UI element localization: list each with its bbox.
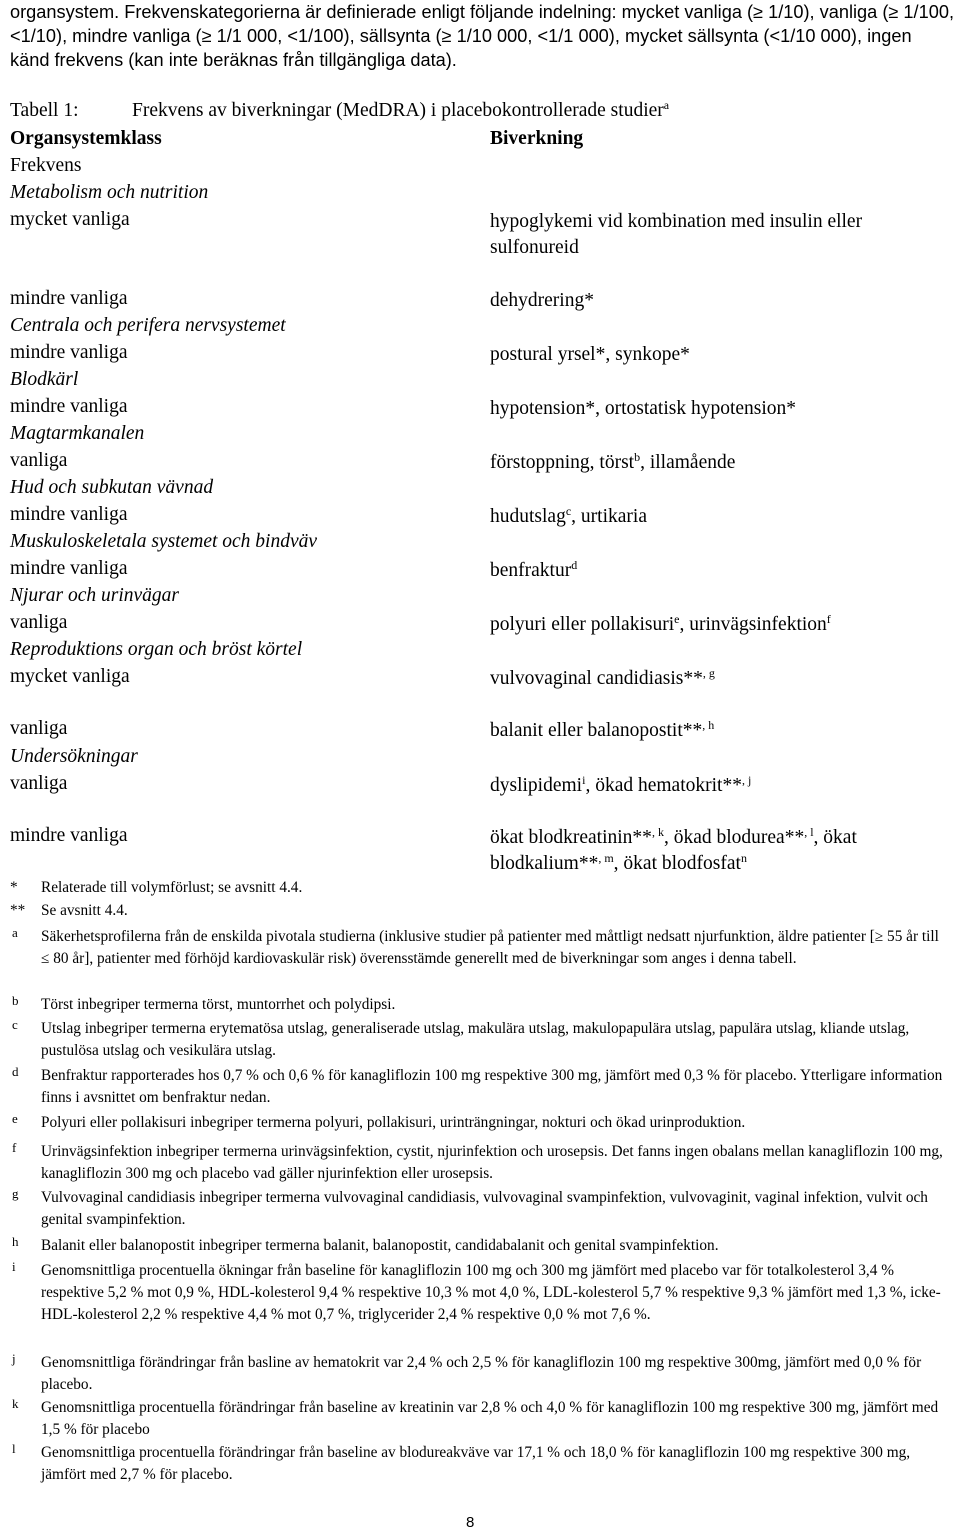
footnote-text: Genomsnittliga förändringar från basline av hematokrit var 2,4 % och 2,5 % för kanagliflozin 100 mg respektive 300mg, jämfört med 0,0 % för placebo. bbox=[41, 1354, 922, 1393]
intro-paragraph bbox=[10, 0, 955, 72]
reaction-text: , ökat blodfosfat bbox=[613, 853, 741, 874]
footnote-text: Relaterade till volymförlust; se avsnitt 4.4. bbox=[41, 879, 303, 896]
reaction-text: hudutslag bbox=[490, 506, 566, 527]
table-caption-text: Frekvens av biverkningar (MedDRA) i placebokontrollerade studier bbox=[132, 100, 664, 121]
reaction-text: benfraktur bbox=[490, 560, 572, 581]
footnote-marker: g bbox=[12, 1186, 19, 1201]
footnote-marker: ** bbox=[10, 902, 26, 919]
footnote-text: Polyuri eller pollakisuri inbegriper termerna polyuri, pollakisuri, urinträngningar, nokturi och ökad urinproduktion. bbox=[41, 1114, 746, 1131]
frequency-label: vanliga bbox=[10, 773, 68, 794]
organ-class-label: Reproduktions organ och bröst körtel bbox=[10, 639, 303, 660]
footnote-ref: i bbox=[582, 773, 586, 787]
footnote-marker: k bbox=[12, 1396, 19, 1411]
frequency-label: mindre vanliga bbox=[10, 288, 128, 309]
organ-class-label: Njurar och urinvägar bbox=[10, 585, 180, 606]
footnote-ref: , h bbox=[702, 718, 715, 732]
organ-class-label: Magtarmkanalen bbox=[10, 423, 145, 444]
footnote-marker: * bbox=[10, 879, 18, 896]
reaction-cell bbox=[490, 342, 950, 368]
footnote-marker: c bbox=[12, 1017, 18, 1032]
reaction-cell bbox=[490, 450, 950, 476]
reaction-text: , ökad blodurea** bbox=[663, 827, 805, 848]
reaction-cell bbox=[490, 396, 950, 422]
frequency-label: mindre vanliga bbox=[10, 504, 128, 525]
frequency-label: vanliga bbox=[10, 718, 68, 739]
reaction-text: vulvovaginal candidiasis** bbox=[490, 668, 703, 689]
reaction-cell bbox=[490, 558, 950, 584]
column-header-reaction: Biverkning bbox=[490, 128, 584, 149]
footnote-ref: , g bbox=[702, 666, 715, 680]
frequency-label: mycket vanliga bbox=[10, 209, 130, 230]
frequency-label: mindre vanliga bbox=[10, 342, 128, 363]
footnote-marker: b bbox=[12, 993, 19, 1008]
footnote-text: Genomsnittliga procentuella ökningar från baseline för kanagliflozin 100 mg och 300 mg jämfört med placebo var för totalkolesterol 3,4 % respektive 5,2 % mot 0,9 %, HDL-kolesterol 9,4 % respektive 10,3 % mot 4,0 %, LDL-kolesterol 5,7 % respektive 9,3 % jämfört med 1,3 %, icke-HDL-kolesterol 2,2 % respektive 4,4 % mot 0,7 %, triglycerider 2,4 % respektive 0,0 % mot 7,6 %. bbox=[41, 1262, 941, 1323]
footnote-marker: i bbox=[12, 1259, 16, 1274]
reaction-text: balanit eller balanopostit** bbox=[490, 720, 703, 741]
footnote-text: Balanit eller balanopostit inbegriper termerna balanit, balanopostit, candidabalanit och genital svampinfektion. bbox=[41, 1237, 719, 1254]
footnote-marker: e bbox=[12, 1111, 18, 1126]
organ-class-label: Hud och subkutan vävnad bbox=[10, 477, 214, 498]
table-caption-footnote-ref: a bbox=[663, 98, 670, 112]
reaction-cell bbox=[490, 612, 950, 638]
footnote-text: Urinvägsinfektion inbegriper termerna urinvägsinfektion, cystit, njurinfektion och urosepsis. Det fanns ingen obalans mellan kanagliflozin 100 mg, kanagliflozin 300 mg och placebo vad gäller njurinfektion eller urosepsis. bbox=[41, 1143, 943, 1182]
reaction-cell bbox=[490, 825, 950, 877]
frequency-label: vanliga bbox=[10, 612, 68, 633]
reaction-text: , urinvägsinfektion bbox=[679, 614, 827, 635]
footnote-text: Se avsnitt 4.4. bbox=[41, 902, 128, 919]
page-number: 8 bbox=[466, 1514, 475, 1531]
footnote-marker: a bbox=[12, 925, 18, 940]
footnote-marker: j bbox=[12, 1351, 16, 1366]
footnote-ref: , k bbox=[651, 825, 664, 839]
organ-class-label: Centrala och perifera nervsystemet bbox=[10, 315, 286, 336]
frequency-label: mycket vanliga bbox=[10, 666, 130, 687]
reaction-cell bbox=[490, 666, 950, 692]
footnote-ref: c bbox=[565, 504, 572, 518]
reaction-text: postural yrsel*, synkope* bbox=[490, 344, 690, 365]
reaction-text: hypotension*, ortostatisk hypotension* bbox=[490, 398, 797, 419]
reaction-text: , ökat blodkalium** bbox=[490, 827, 857, 874]
footnote-ref: , l bbox=[804, 825, 814, 839]
footnote-text: Utslag inbegriper termerna erytematösa utslag, generaliserade utslag, makulära utslag, makulopapulära utslag, papulära utslag, kliande utslag, pustulösa utslag och vesikulära utslag. bbox=[41, 1020, 910, 1059]
frequency-label: mindre vanliga bbox=[10, 825, 128, 846]
organ-class-label: Muskuloskeletala systemet och bindväv bbox=[10, 531, 318, 552]
footnote-text: Säkerhetsprofilerna från de enskilda pivotala studierna (inklusive studier på patienter med måttligt nedsatt njurfunktion, äldre patienter [≥ 55 år till ≤ 80 år], patienter med förhöjd kardiovaskulär risk) överensstämde generellt med de biverkningar som anges i denna tabell. bbox=[41, 928, 939, 967]
footnote-ref: e bbox=[674, 612, 680, 626]
reaction-cell bbox=[490, 209, 950, 261]
footnote-text: Genomsnittliga procentuella förändringar från baseline av kreatinin var 2,8 % och 4,0 % för kanagliflozin 100 mg respektive 300 mg, jämfört med 1,5 % för placebo bbox=[41, 1399, 939, 1438]
footnote-marker: f bbox=[12, 1140, 17, 1155]
reaction-text: förstoppning, törst bbox=[490, 452, 635, 473]
organ-class-label: Blodkärl bbox=[10, 369, 79, 390]
intro-text: organsystem. Frekvenskategorierna är definierade enligt följande indelning: mycket vanliga (≥ 1/10), vanliga (≥ 1/100, <1/10), mindre vanliga (≥ 1/1 000, <1/100), sällsynta (≥ 1/10 000, <1/1 000), mycket sällsynta (<1/10 000), ingen känd frekvens (kan inte beräknas från tillgängliga data). bbox=[10, 2, 955, 70]
column-header-organ-class: Organsystemklass bbox=[10, 128, 162, 149]
footnote-text: Törst inbegriper termerna törst, muntorrhet och polydipsi. bbox=[41, 996, 396, 1013]
footnote-ref: n bbox=[740, 851, 747, 865]
organ-class-label: Undersökningar bbox=[10, 746, 138, 767]
footnote-marker: l bbox=[12, 1441, 16, 1456]
footnote-ref: f bbox=[826, 612, 831, 626]
footnote-ref: d bbox=[571, 558, 578, 572]
footnote-text: Genomsnittliga procentuella förändringar från baseline av blodureakväve var 17,1 % och 18,0 % för kanagliflozin 100 mg respektive 300 mg, jämfört med 2,7 % för placebo. bbox=[41, 1444, 911, 1483]
frequency-label: mindre vanliga bbox=[10, 396, 128, 417]
reaction-cell bbox=[490, 288, 950, 314]
footnote-marker: d bbox=[12, 1064, 19, 1079]
footnote-ref: , j bbox=[741, 773, 752, 787]
table-caption-number: Tabell 1: bbox=[10, 100, 79, 121]
reaction-cell bbox=[490, 718, 950, 744]
reaction-text: dehydrering* bbox=[490, 290, 594, 311]
reaction-text: , ökad hematokrit** bbox=[585, 775, 742, 796]
reaction-text: polyuri eller pollakisuri bbox=[490, 614, 675, 635]
footnote-ref: b bbox=[634, 450, 641, 464]
reaction-cell bbox=[490, 504, 950, 530]
footnote-ref: , m bbox=[598, 851, 614, 865]
footnote-marker: h bbox=[12, 1234, 19, 1249]
reaction-text: , illamående bbox=[640, 452, 736, 473]
reaction-cell bbox=[490, 773, 950, 799]
reaction-text: hypoglykemi vid kombination med insulin eller sulfonureid bbox=[490, 211, 863, 258]
organ-class-label: Metabolism och nutrition bbox=[10, 182, 209, 203]
footnote-text: Benfraktur rapporterades hos 0,7 % och 0,6 % för kanagliflozin 100 mg respektive 300 mg, jämfört med 0,3 % för placebo. Ytterligare information finns i avsnittet om benfraktur nedan. bbox=[41, 1067, 943, 1106]
reaction-text: dyslipidemi bbox=[490, 775, 583, 796]
footnote-text: Vulvovaginal candidiasis inbegriper termerna vulvovaginal candidiasis, vulvovaginal svampinfektion, vulvovaginit, vaginal infektion, vulvit och genital svampinfektion. bbox=[41, 1189, 928, 1228]
table-caption bbox=[10, 100, 669, 122]
frequency-label: vanliga bbox=[10, 450, 68, 471]
column-header-frequency: Frekvens bbox=[10, 155, 82, 176]
reaction-text: ökat blodkreatinin** bbox=[490, 827, 652, 848]
reaction-text: , urtikaria bbox=[571, 506, 647, 527]
frequency-label: mindre vanliga bbox=[10, 558, 128, 579]
